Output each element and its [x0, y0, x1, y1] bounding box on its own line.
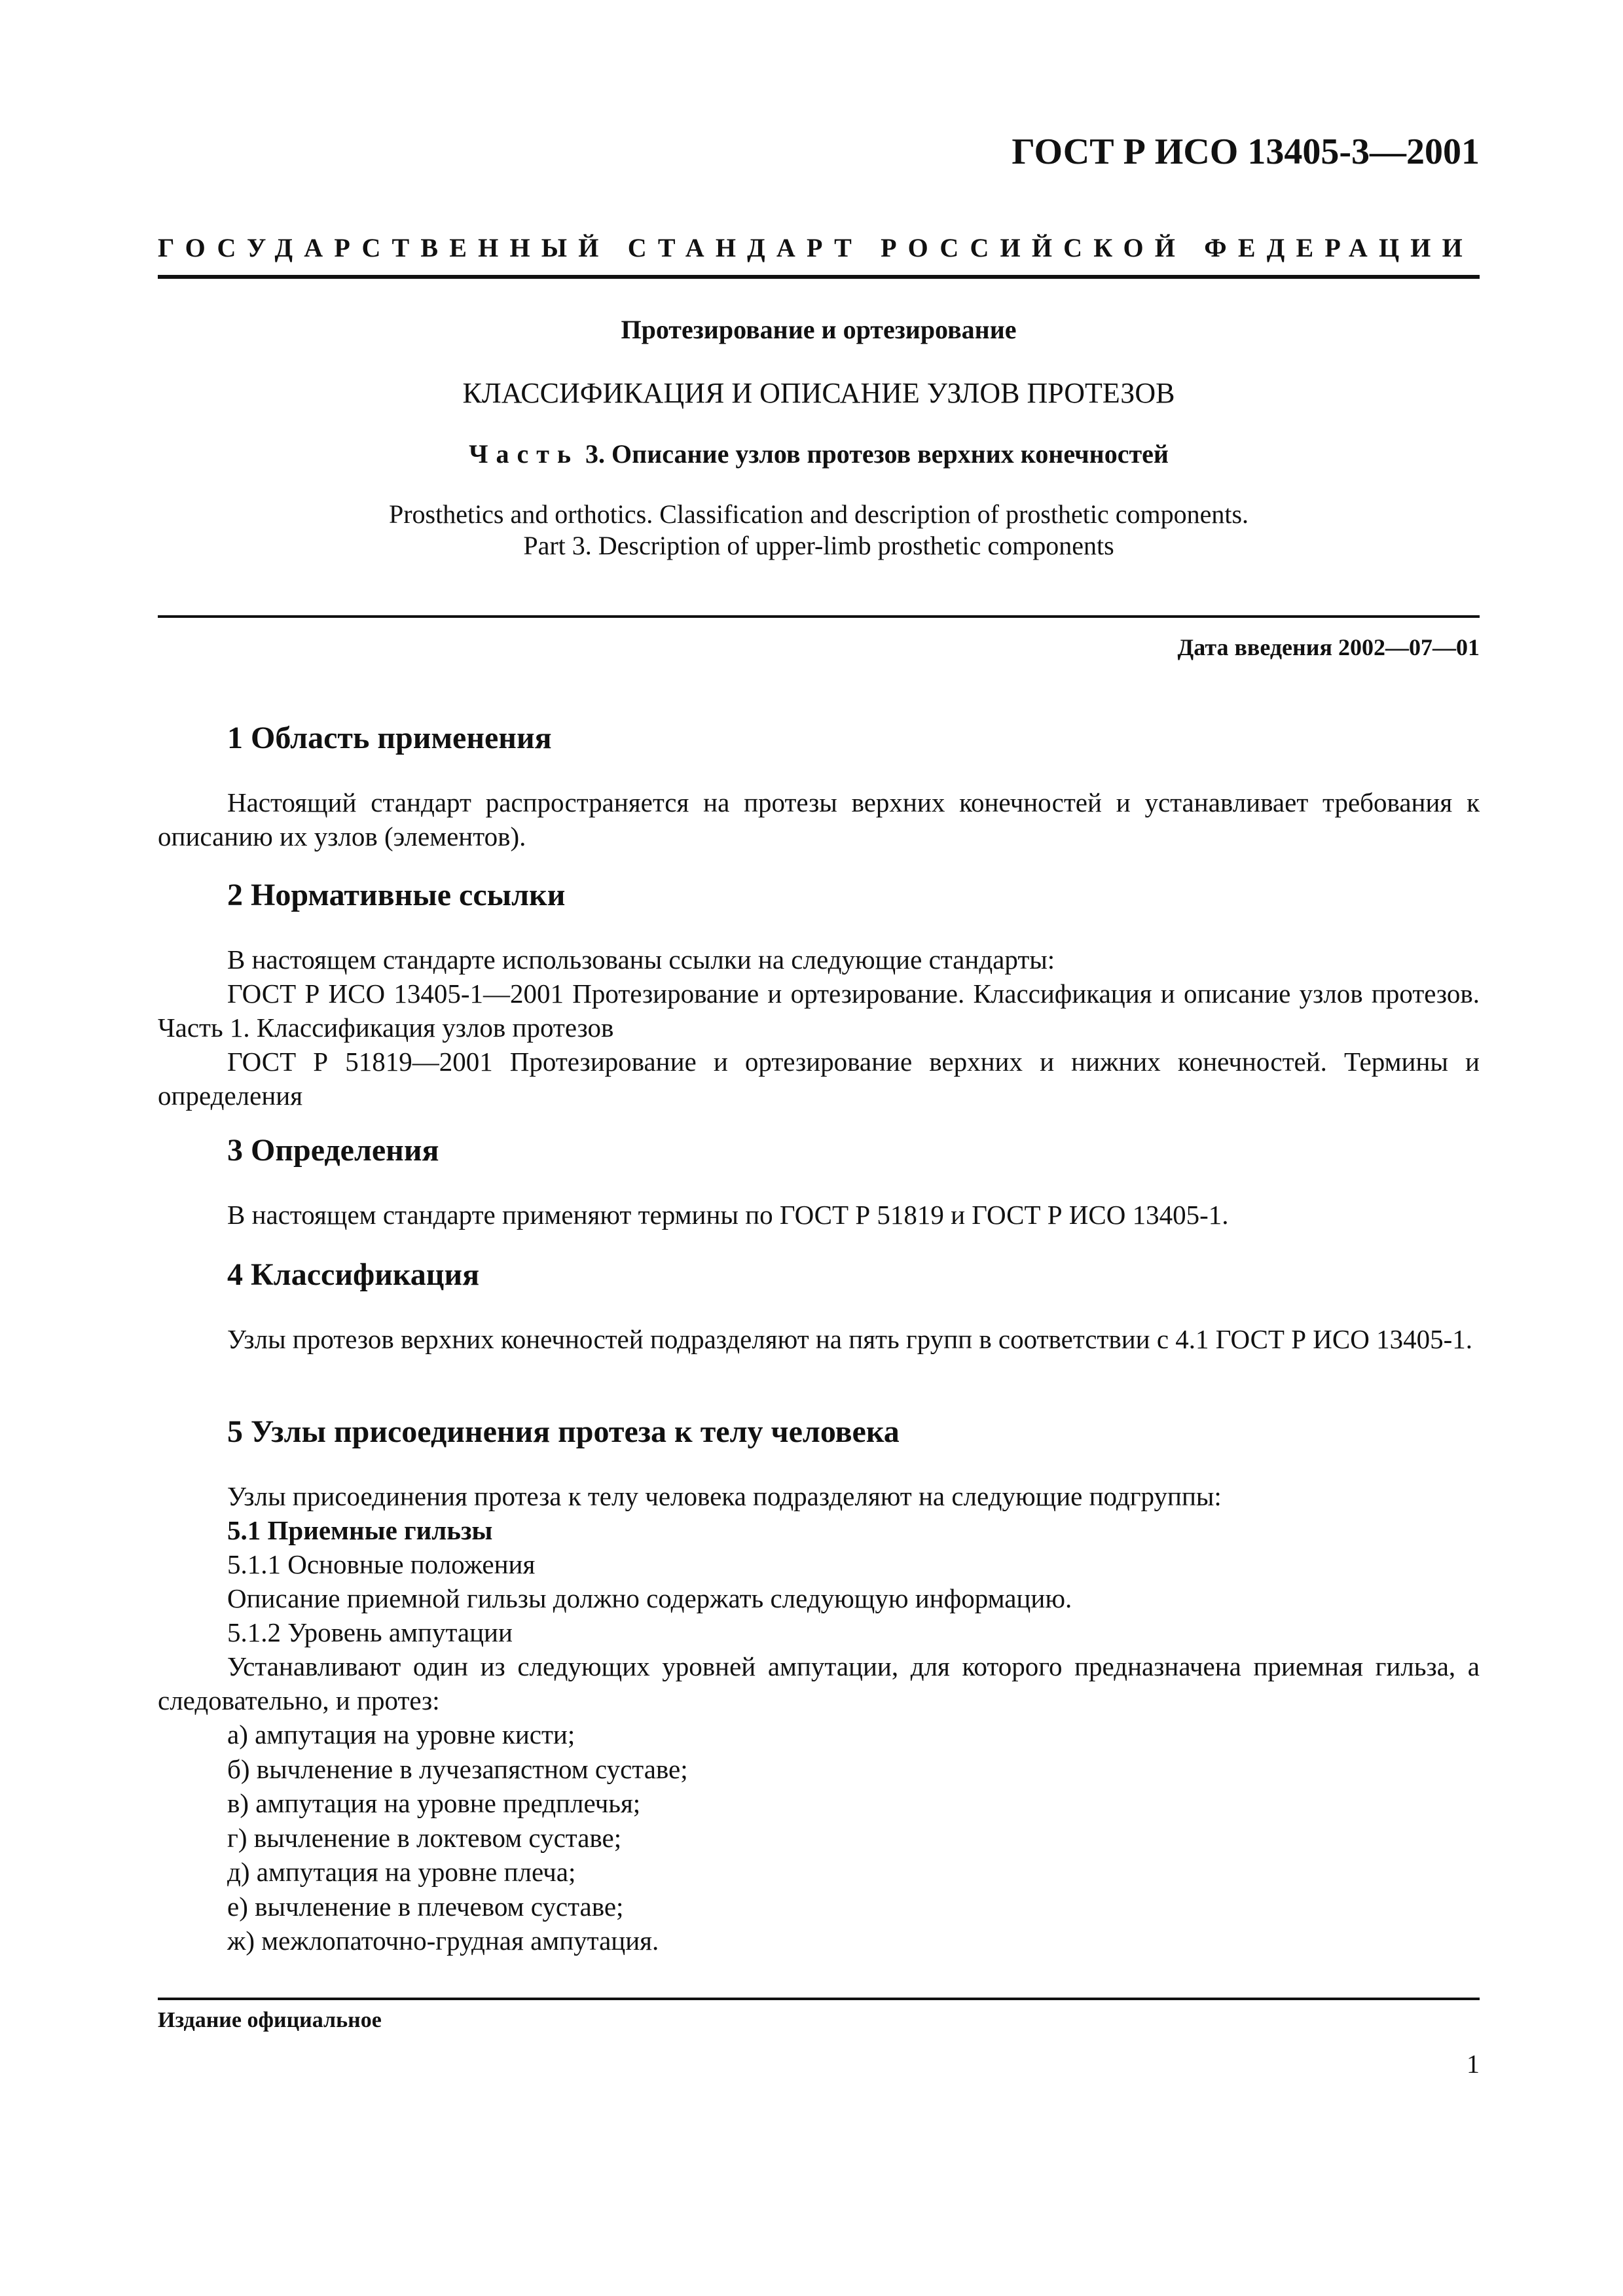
section-4-text: Узлы протезов верхних конечностей подразделяют на пять групп в соответствии с 4.1 ГОСТ Р ИСО 13405-1. — [227, 1324, 1472, 1354]
footer-rule — [158, 1998, 1480, 2000]
section-5-intro: Узлы присоединения протеза к телу человека подразделяют на следующие подгруппы: — [227, 1481, 1222, 1511]
list-item: г) вычленение в локтевом суставе; — [227, 1822, 622, 1853]
title-rule — [158, 615, 1480, 618]
section-3-heading: 3 Определения — [227, 1133, 439, 1168]
subsection-5-1-1-text: Описание приемной гильзы должно содержать следующую информацию. — [227, 1583, 1072, 1613]
list-item: а) ампутация на уровне кисти; — [227, 1719, 575, 1749]
section-2-heading: 2 Нормативные ссылки — [227, 878, 566, 912]
section-2-intro: В настоящем стандарте использованы ссылки на следующие стандарты: — [227, 944, 1055, 975]
edition-label: Издание официальное — [158, 2008, 382, 2032]
list-item: б) вычленение в лучезапястном суставе; — [227, 1753, 688, 1784]
english-line-2: Part 3. Description of upper-limb prosthetic components — [523, 531, 1114, 560]
part-label: Часть — [469, 439, 579, 469]
list-item: в) ампутация на уровне предплечья; — [227, 1788, 641, 1818]
page-number: 1 — [1467, 2049, 1480, 2079]
list-item: е) вычленение в плечевом суставе; — [227, 1891, 624, 1922]
list-item: ж) межлопаточно-грудная ампутация. — [227, 1926, 659, 1956]
header-rule — [158, 275, 1480, 279]
title-part — [158, 439, 1480, 469]
document-page — [158, 0, 1480, 2296]
section-1-text: Настоящий стандарт распространяется на протезы верхних конечностей и устанавливает требования к описанию их узлов (элементов). — [158, 787, 1480, 852]
english-line-1: Prosthetics and orthotics. Classification and description of prosthetic components. — [388, 499, 1249, 529]
title-field: Протезирование и ортезирование — [621, 315, 1017, 344]
subsection-5-1-2-text: Устанавливают один из следующих уровней ампутации, для которого предназначена приемная гильза, а следовательно, и протез: — [158, 1651, 1480, 1715]
section-2-ref-2: ГОСТ Р 51819—2001 Протезирование и ортезирование верхних и нижних конечностей. Термины и определения — [158, 1047, 1480, 1111]
introduction-date: Дата введения 2002—07—01 — [1177, 634, 1480, 660]
amputation-level-list — [227, 1717, 1406, 1958]
document-code: ГОСТ Р ИСО 13405-3—2001 — [1012, 132, 1480, 172]
section-2-ref-1: ГОСТ Р ИСО 13405-1—2001 Протезирование и ортезирование. Классификация и описание узлов протезов. Часть 1. Классификация узлов протезов — [158, 978, 1480, 1043]
part-text: 3. Описание узлов протезов верхних конечностей — [585, 439, 1169, 469]
section-5-heading: 5 Узлы присоединения протеза к телу человека — [227, 1414, 900, 1449]
state-standard-line: ГОСУДАРСТВЕННЫЙ СТАНДАРТ РОССИЙСКОЙ ФЕДЕРАЦИИ — [158, 233, 1474, 262]
subsection-5-1-1: 5.1.1 Основные положения — [227, 1549, 536, 1579]
title-english — [158, 499, 1480, 562]
subsection-5-1: 5.1 Приемные гильзы — [227, 1515, 493, 1545]
list-item: д) ампутация на уровне плеча; — [227, 1857, 576, 1887]
title-main: КЛАССИФИКАЦИЯ И ОПИСАНИЕ УЗЛОВ ПРОТЕЗОВ — [462, 377, 1175, 409]
subsection-5-1-2: 5.1.2 Уровень ампутации — [227, 1617, 513, 1647]
section-3-text: В настоящем стандарте применяют термины по ГОСТ Р 51819 и ГОСТ Р ИСО 13405-1. — [227, 1200, 1229, 1230]
section-4-heading: 4 Классификация — [227, 1257, 480, 1292]
section-1-heading: 1 Область применения — [227, 721, 552, 755]
